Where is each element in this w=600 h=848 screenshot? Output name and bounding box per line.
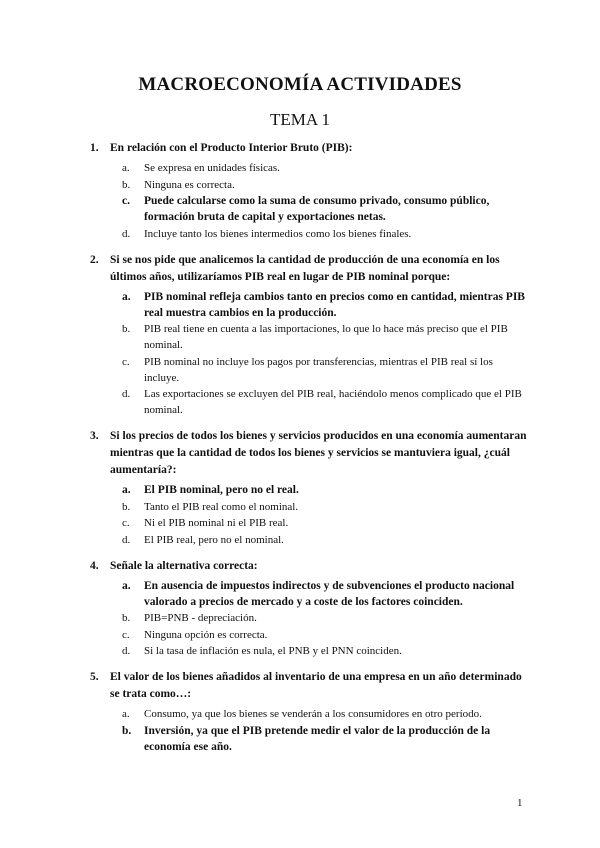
question-header [90,140,530,157]
option-item [122,386,530,418]
option-text: PIB nominal refleja cambios tanto en precios como en cantidad, mientras PIB real muestra cambios en la producción. [144,290,525,319]
option-item [122,160,530,176]
option-letter: a. [122,162,130,174]
option-letter: d. [122,645,131,657]
document-subtitle: TEMA 1 [270,110,330,129]
option-letter: c. [122,195,130,207]
question-header [90,252,530,286]
option-text: Puede calcularse como la suma de consumo privado, consumo público, formación bruta de capital y exportaciones netas. [144,195,490,223]
question-list [90,140,530,765]
option-letter: d. [122,533,131,546]
option-text: El PIB nominal, pero no el real. [144,484,299,496]
option-text: PIB=PNB - depreciación. [144,612,257,624]
option-item-correct [122,193,530,225]
option-list [90,578,530,660]
option-letter: b. [122,323,131,335]
document-title: MACROECONOMÍA ACTIVIDADES [138,74,462,95]
option-letter: a. [122,579,131,592]
option-text: El PIB real, pero no el nominal. [144,533,284,546]
question-header [90,428,530,479]
option-letter: c. [122,628,130,641]
question-item [90,428,530,548]
option-letter: c. [122,517,130,529]
question-number: 3. [90,430,99,442]
option-list [90,706,530,755]
question-text: En relación con el Producto Interior Bruto (PIB): [110,142,353,154]
option-text: Tanto el PIB real como el nominal. [144,500,299,513]
option-letter: a. [122,290,131,303]
option-item [122,515,530,531]
question-number: 1. [90,142,99,154]
option-text: Se expresa en unidades físicas. [144,162,280,174]
option-item [122,354,530,386]
option-letter: c. [122,355,130,368]
question-header [90,669,530,703]
question-text: Señale la alternativa correcta: [110,559,258,572]
option-text: Incluye tanto los bienes intermedios como los bienes finales. [144,227,412,240]
page-number: 1 [517,797,523,809]
option-letter: a. [122,708,130,720]
option-item-correct [122,482,530,498]
option-item-correct [122,578,530,610]
option-item [122,643,530,659]
option-letter: a. [122,484,131,496]
option-list [90,482,530,548]
question-item [90,669,530,755]
option-list [90,160,530,242]
option-item [122,610,530,626]
option-text: Ninguna es correcta. [144,178,235,191]
option-text: Si la tasa de inflación es nula, el PNB y el PNN coinciden. [144,645,402,657]
option-letter: b. [122,178,131,191]
question-text: Si se nos pide que analicemos la cantidad de producción de una economía en los últimos años, utilizaríamos PIB real en lugar de PIB nominal porque: [110,253,500,283]
option-list [90,289,530,419]
question-text: Si los precios de todos los bienes y servicios producidos en una economía aumentaran mientras que la cantidad de todos los bienes y servicios se mantuviera igual, ¿cuál aumentaría?: [110,430,527,476]
option-item [122,627,530,643]
option-item [122,226,530,242]
option-letter: b. [122,724,132,737]
question-item [90,140,530,242]
option-item [122,532,530,548]
question-text: El valor de los bienes añadidos al inventario de una empresa en un año determinado se trata como…: [110,671,522,700]
option-item-correct [122,723,530,755]
question-item [90,558,530,660]
option-item [122,177,530,193]
question-number: 5. [90,671,99,683]
option-item [122,706,530,722]
option-text: PIB nominal no incluye los pagos por transferencias, mientras el PIB real sí los incluye. [144,355,493,384]
question-item [90,252,530,419]
question-header [90,558,530,575]
option-text: Inversión, ya que el PIB pretende medir el valor de la producción de la economía ese año. [144,724,491,753]
option-text: Consumo, ya que los bienes se venderán a los consumidores en otro período. [144,708,482,720]
option-text: PIB real tiene en cuenta a las importaciones, lo que lo hace más preciso que el PIB nominal. [144,323,508,351]
option-item-correct [122,289,530,321]
option-letter: d. [122,388,131,400]
option-letter: d. [122,227,131,240]
option-text: Ninguna opción es correcta. [144,628,268,641]
option-item [122,499,530,515]
option-letter: b. [122,612,131,624]
option-text: Ni el PIB nominal ni el PIB real. [144,517,289,529]
option-text: En ausencia de impuestos indirectos y de subvenciones el producto nacional valorado a precios de mercado y a coste de los factores coinciden. [144,579,515,608]
question-number: 2. [90,253,99,266]
question-number: 4. [90,559,99,572]
option-item [122,321,530,353]
option-text: Las exportaciones se excluyen del PIB real, haciéndolo menos complicado que el PIB nominal. [144,388,522,416]
option-letter: b. [122,500,131,513]
